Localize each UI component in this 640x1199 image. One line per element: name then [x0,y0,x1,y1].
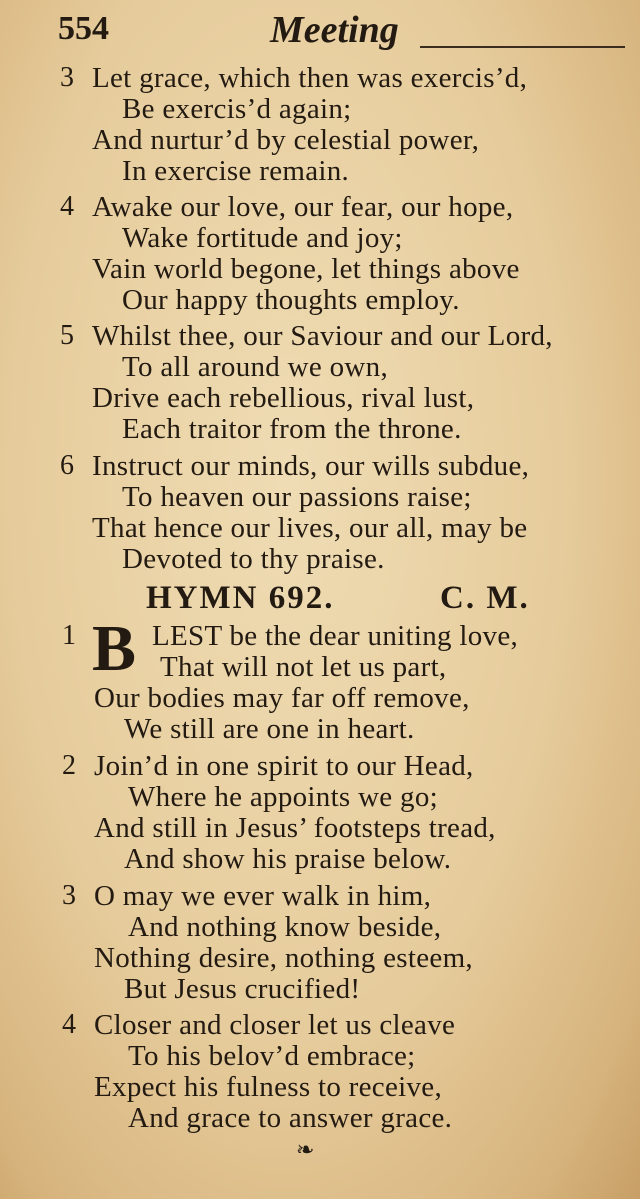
verse-line: Wake fortitude and joy; [122,222,403,254]
verse-line: That hence our lives, our all, may be [92,512,528,544]
verse-line: To heaven our passions raise; [122,481,472,513]
verse-line: Each traitor from the throne. [122,413,462,445]
verse-line: And show his praise below. [124,843,452,875]
hymn-meter: C. M. [440,580,530,616]
page-number: 554 [58,10,109,47]
ornament-icon: ❧ [296,1138,315,1163]
verse-number: 6 [60,450,74,481]
verse-line: But Jesus crucified! [124,973,361,1005]
verse-line: Let grace, which then was exercis’d, [92,62,528,94]
verse-number: 3 [60,62,74,93]
verse-number: 4 [62,1009,76,1040]
verse-number: 5 [60,320,74,351]
verse-number: 1 [62,620,76,651]
drop-cap: B [92,612,137,685]
verse-line: Our happy thoughts employ. [122,284,460,316]
verse-line: Awake our love, our fear, our hope, [92,191,514,223]
verse-line: Our bodies may far off remove, [94,682,470,714]
verse-line: LEST be the dear uniting love, [152,620,519,652]
verse-line: That will not let us part, [160,651,447,683]
verse-line: Instruct our minds, our wills subdue, [92,450,530,482]
verse-line: Nothing desire, nothing esteem, [94,942,473,974]
verse-line: And nurtur’d by celestial power, [92,124,480,156]
verse-line: Expect his fulness to receive, [94,1071,443,1103]
verse-line: Devoted to thy praise. [122,543,385,575]
verse-line: And still in Jesus’ footsteps tread, [94,812,496,844]
verse-line: Where he appoints we go; [128,781,438,813]
header-rule [420,46,625,48]
verse-line: To his belov’d embrace; [128,1040,416,1072]
verse-number: 3 [62,880,76,911]
verse-line: Vain world begone, let things above [92,253,520,285]
page-header [0,6,640,54]
verse-line: Whilst thee, our Saviour and our Lord, [92,320,553,352]
verse-line: O may we ever walk in him, [94,880,432,912]
hymn-title: HYMN 692. [146,580,335,616]
verse-line: Closer and closer let us cleave [94,1009,456,1041]
verse-line: To all around we own, [122,351,389,383]
verse-number: 4 [60,191,74,222]
verse-line: In exercise remain. [122,155,350,187]
running-title: Meeting [270,9,399,51]
verse-line: Join’d in one spirit to our Head, [94,750,474,782]
verse-number: 2 [62,750,76,781]
verse-line: Drive each rebellious, rival lust, [92,382,475,414]
verse-line: We still are one in heart. [124,713,415,745]
verse-line: Be exercis’d again; [122,93,352,125]
verse-line: And nothing know beside, [128,911,442,943]
verse-line: And grace to answer grace. [128,1102,453,1134]
